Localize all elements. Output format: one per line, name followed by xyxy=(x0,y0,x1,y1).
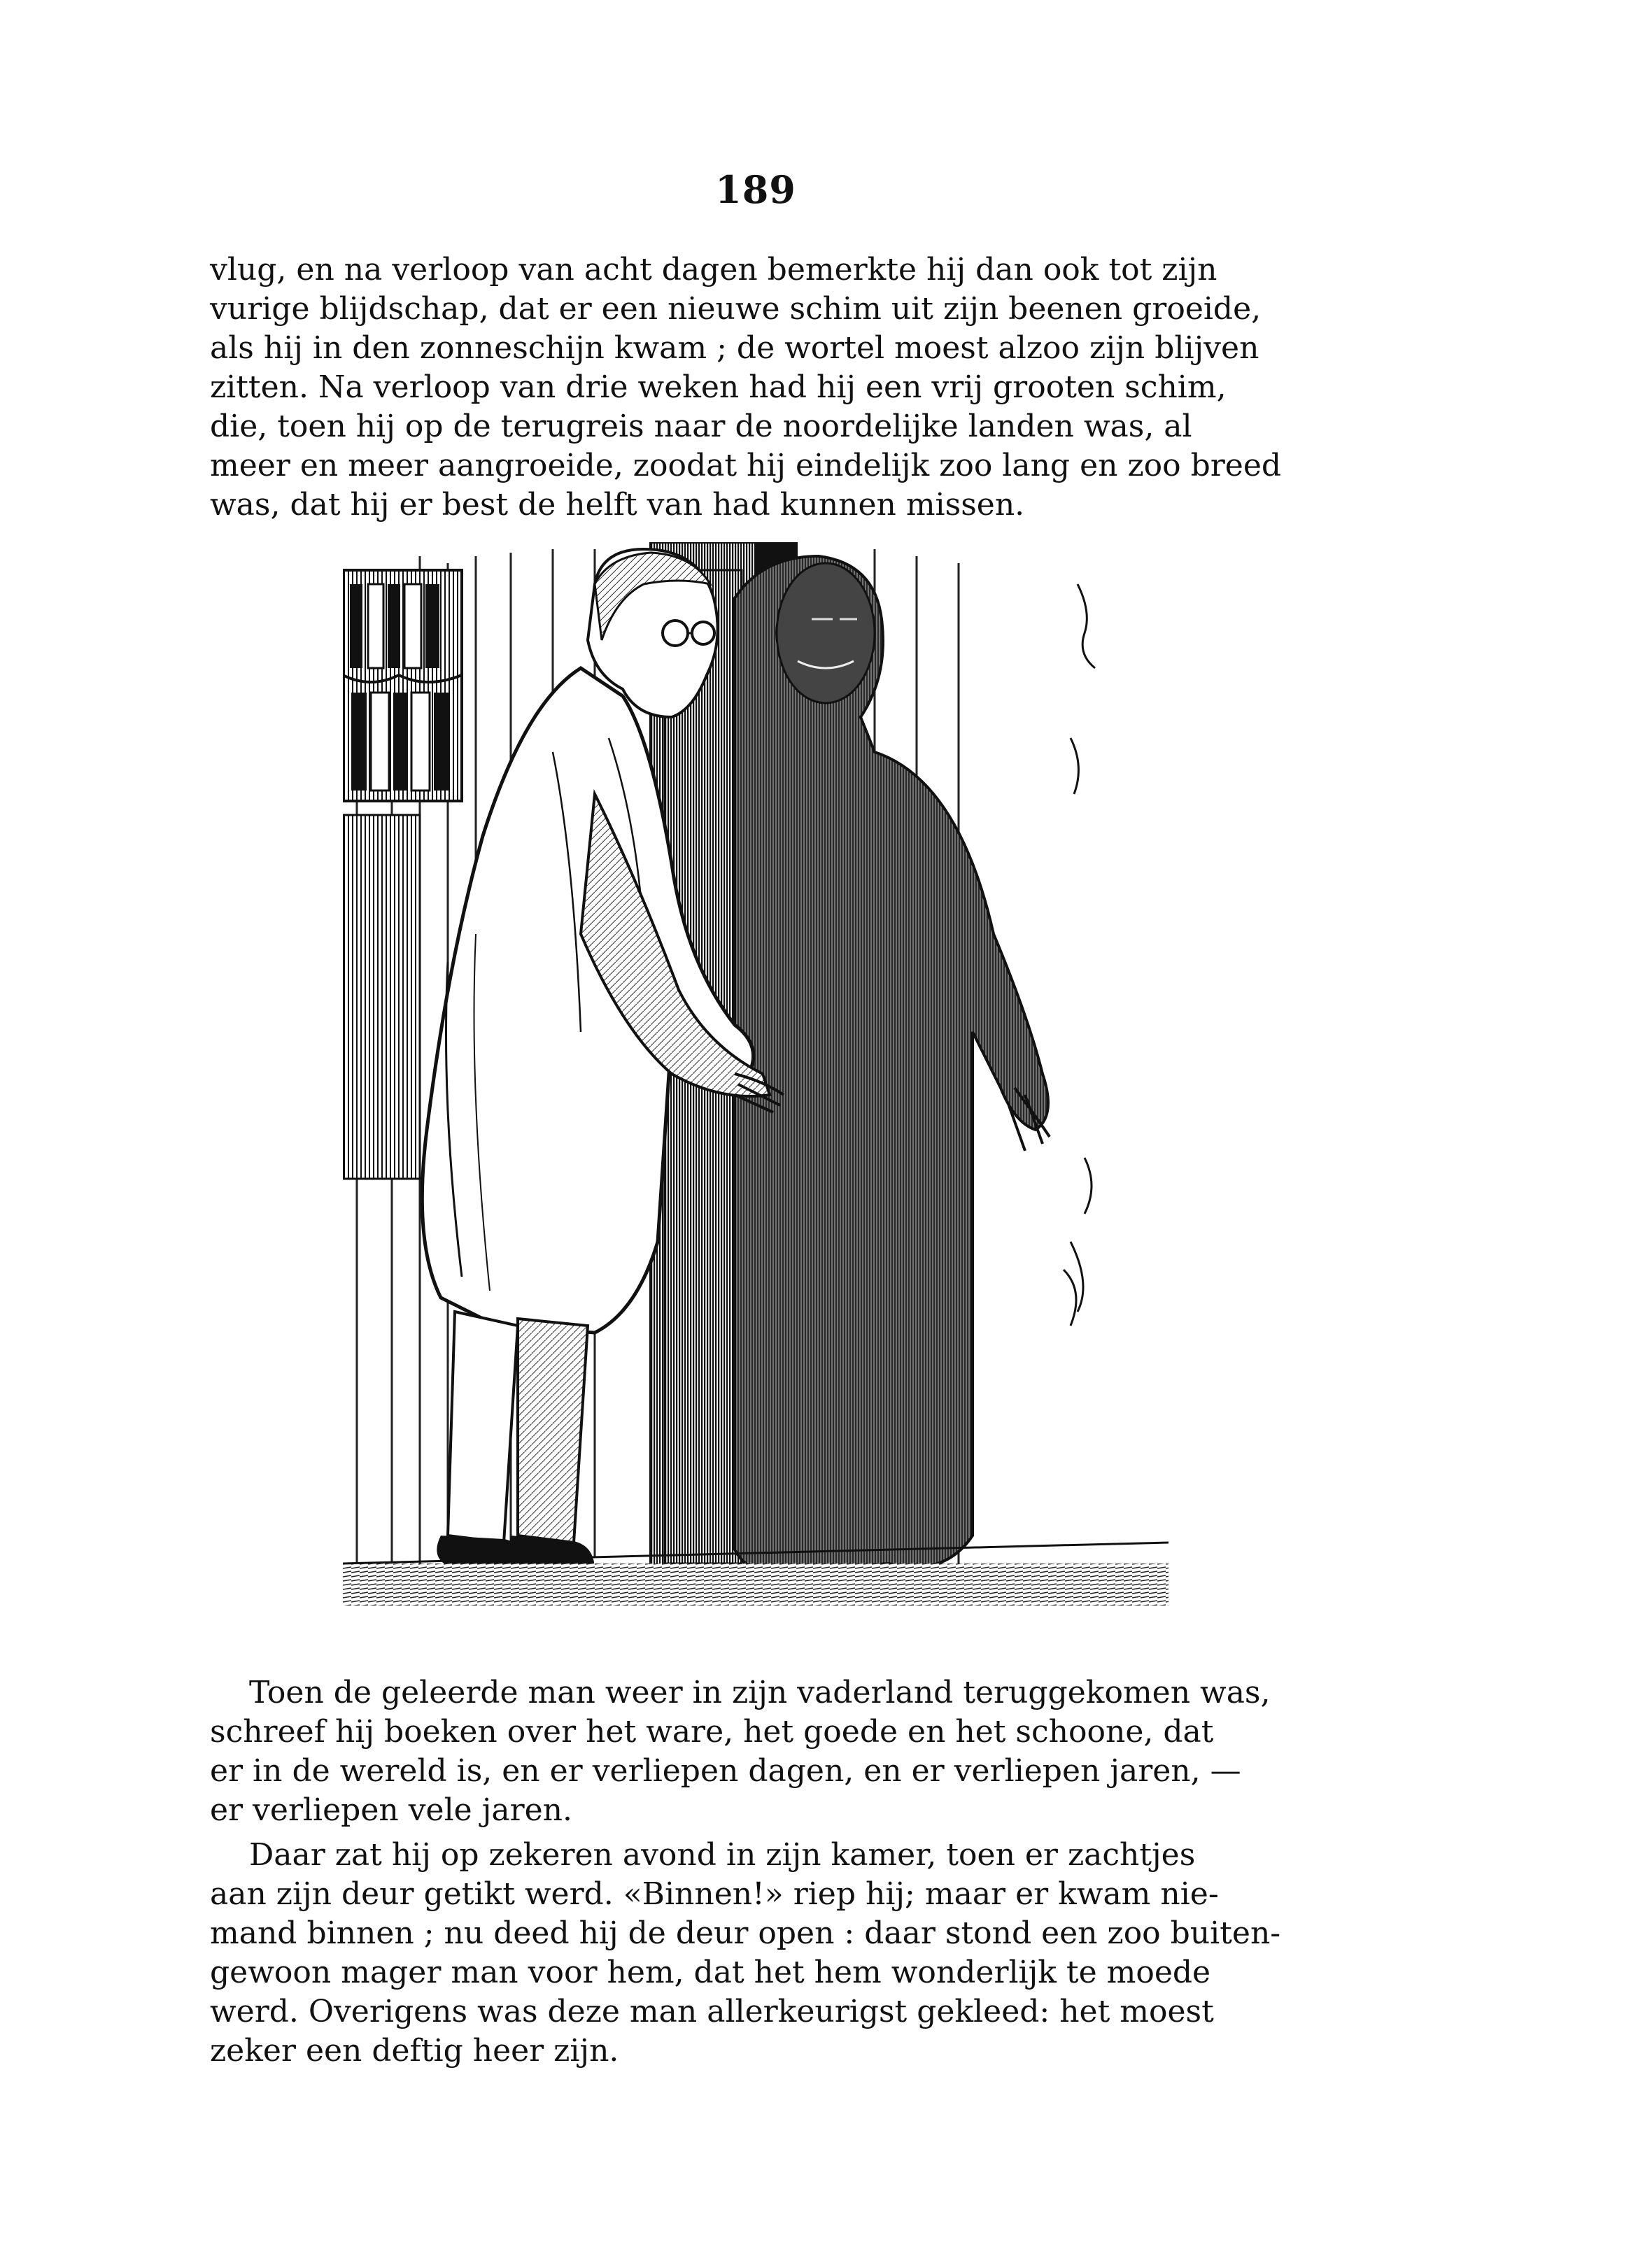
page-number: 189 xyxy=(715,167,796,212)
text-line: gewoon mager man voor hem, dat het hem wonderlijk te moede xyxy=(210,1955,1211,1990)
scholar-and-shadow-engraving xyxy=(343,542,1169,1675)
text-line: er verliepen vele jaren. xyxy=(210,1792,572,1828)
text-line: schreef hij boeken over het ware, het goede en het schoone, dat xyxy=(210,1714,1214,1750)
text-line: aan zijn deur getikt werd. «Binnen!» riep hij; maar er kwam nie- xyxy=(210,1876,1219,1912)
text-line: als hij in den zonneschijn kwam ; de wortel moest alzoo zijn blijven xyxy=(210,330,1259,366)
text-line: zitten. Na verloop van drie weken had hij een vrij grooten schim, xyxy=(210,369,1227,405)
text-line: vurige blijdschap, dat er een nieuwe schim uit zijn beenen groeide, xyxy=(210,291,1262,327)
text-line: Daar zat hij op zekeren avond in zijn kamer, toen er zachtjes xyxy=(249,1837,1196,1873)
text-line: was, dat hij er best de helft van had kunnen missen. xyxy=(210,487,1025,523)
text-line: mand binnen ; nu deed hij de deur open : daar stond een zoo buiten- xyxy=(210,1915,1281,1951)
text-line: er in de wereld is, en er verliepen dagen, en er verliepen jaren, — xyxy=(210,1753,1241,1789)
text-line: Toen de geleerde man weer in zijn vaderland teruggekomen was, xyxy=(249,1675,1271,1710)
text-line: meer en meer aangroeide, zoodat hij eindelijk zoo lang en zoo breed xyxy=(210,448,1282,483)
text-line: werd. Overigens was deze man allerkeurigst gekleed: het moest xyxy=(210,1994,1214,2029)
text-line: die, toen hij op de terugreis naar de noordelijke landen was, al xyxy=(210,409,1192,444)
paragraph-1 xyxy=(210,250,1282,525)
engraving-illustration xyxy=(343,542,1169,1675)
text-line: zeker een deftig heer zijn. xyxy=(210,2033,619,2069)
text-line: vlug, en na verloop van acht dagen bemerkte hij dan ook tot zijn xyxy=(210,252,1217,288)
paragraph-2 xyxy=(210,1673,1271,1830)
paragraph-3 xyxy=(210,1836,1281,2071)
